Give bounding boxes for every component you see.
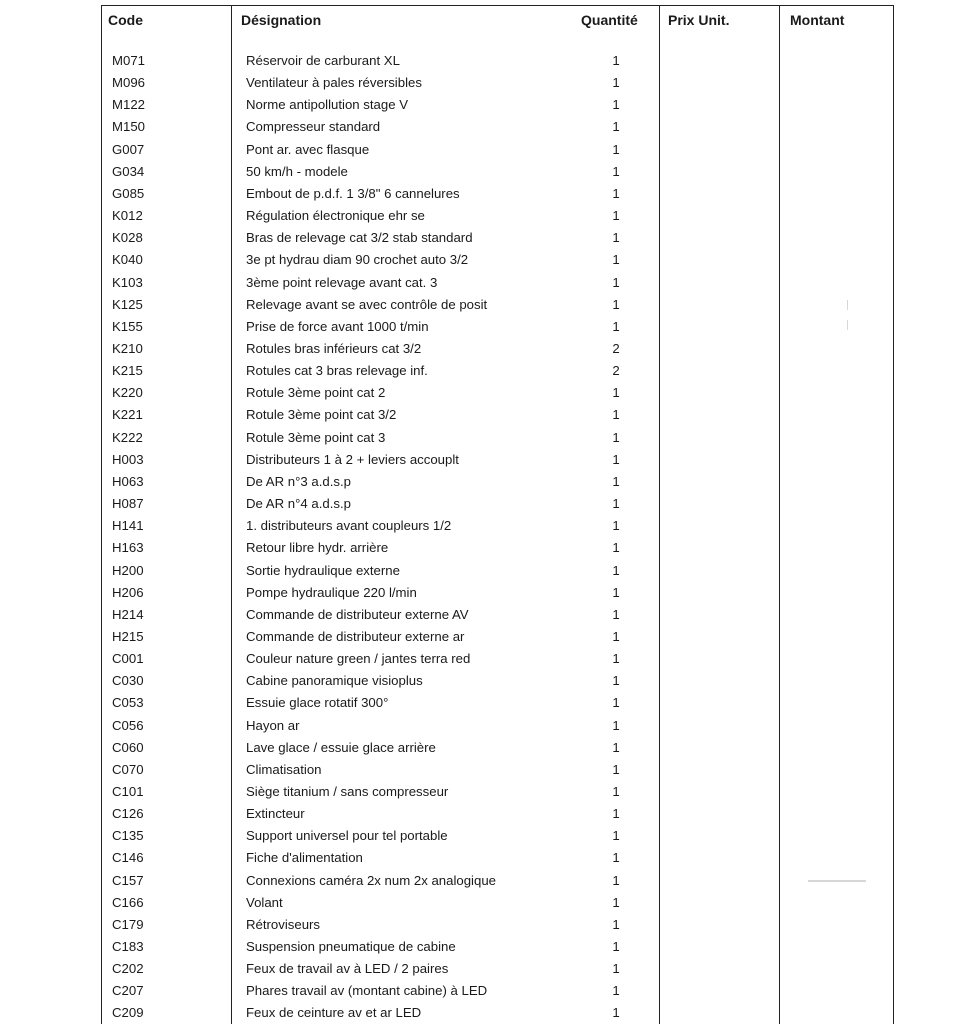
- row-quantite: 1: [612, 584, 620, 600]
- row-code: K220: [112, 385, 143, 401]
- row-designation: Extincteur: [246, 806, 305, 822]
- row-code: H063: [112, 473, 144, 489]
- row-designation: Cabine panoramique visioplus: [246, 673, 423, 689]
- table-row: [0, 518, 955, 540]
- table-row: [0, 806, 955, 828]
- row-quantite: 1: [612, 429, 620, 445]
- row-code: M150: [112, 119, 145, 135]
- table-row: [0, 828, 955, 850]
- row-designation: Rotule 3ème point cat 2: [246, 385, 386, 401]
- row-code: C056: [112, 717, 144, 733]
- row-code: G085: [112, 185, 145, 201]
- table-row: [0, 208, 955, 230]
- row-designation: Climatisation: [246, 761, 322, 777]
- table-row: [0, 252, 955, 274]
- table-row: [0, 784, 955, 806]
- row-quantite: 1: [612, 296, 620, 312]
- row-code: K125: [112, 296, 143, 312]
- table-row: [0, 142, 955, 164]
- row-quantite: 1: [612, 961, 620, 977]
- row-designation: Régulation électronique ehr se: [246, 208, 425, 223]
- row-designation: Phares travail av (montant cabine) à LED: [246, 983, 488, 999]
- row-quantite: 1: [612, 783, 620, 799]
- row-quantite: 1: [612, 673, 620, 689]
- row-quantite: 1: [612, 119, 620, 135]
- row-designation: Embout de p.d.f. 1 3/8" 6 cannelures: [246, 185, 460, 201]
- row-quantite: 1: [612, 916, 620, 932]
- table-row: [0, 430, 955, 452]
- row-quantite: 1: [612, 1005, 620, 1021]
- row-code: G007: [112, 141, 145, 157]
- row-code: H087: [112, 496, 144, 511]
- table-row: [0, 563, 955, 585]
- row-quantite: 1: [612, 274, 620, 290]
- row-designation: Distributeurs 1 à 2 + leviers accouplt: [246, 451, 459, 467]
- row-code: C053: [112, 695, 144, 711]
- row-code: C135: [112, 828, 144, 844]
- header-code: Code: [108, 12, 143, 28]
- row-designation: Commande de distributeur externe AV: [246, 606, 469, 622]
- table-row: [0, 407, 955, 429]
- row-designation: Bras de relevage cat 3/2 stab standard: [246, 230, 473, 246]
- table-row: [0, 607, 955, 629]
- table-row: [0, 939, 955, 961]
- row-designation: Essuie glace rotatif 300°: [246, 695, 389, 711]
- row-code: K028: [112, 230, 143, 246]
- row-designation: Retour libre hydr. arrière: [246, 540, 389, 556]
- row-designation: 3ème point relevage avant cat. 3: [246, 274, 438, 290]
- row-code: C166: [112, 894, 144, 910]
- table-row: [0, 97, 955, 119]
- row-designation: Support universel pour tel portable: [246, 828, 448, 844]
- row-quantite: 2: [612, 340, 620, 356]
- row-code: H141: [112, 518, 144, 534]
- table-row: [0, 363, 955, 385]
- table-row: [0, 119, 955, 141]
- row-designation: Norme antipollution stage V: [246, 97, 409, 113]
- row-quantite: 1: [612, 473, 620, 489]
- row-code: C001: [112, 651, 144, 666]
- table-row: [0, 673, 955, 695]
- row-quantite: 1: [612, 318, 620, 334]
- table-row: [0, 629, 955, 651]
- row-quantite: 1: [612, 806, 620, 822]
- scan-mark: [808, 880, 866, 882]
- table-row: [0, 297, 955, 319]
- row-quantite: 1: [612, 540, 620, 556]
- table-row: [0, 75, 955, 97]
- row-designation: Feux de travail av à LED / 2 paires: [246, 961, 449, 977]
- row-designation: Commande de distributeur externe ar: [246, 628, 465, 644]
- row-designation: 50 km/h - modele: [246, 163, 348, 179]
- row-designation: Couleur nature green / jantes terra red: [246, 651, 471, 666]
- row-designation: De AR n°4 a.d.s.p: [246, 496, 351, 511]
- row-quantite: 1: [612, 651, 620, 666]
- row-designation: Feux de ceinture av et ar LED: [246, 1005, 422, 1021]
- row-designation: Pont ar. avec flasque: [246, 141, 370, 157]
- row-code: K221: [112, 407, 143, 423]
- row-code: K012: [112, 208, 143, 223]
- row-designation: Volant: [246, 894, 283, 910]
- row-designation: Connexions caméra 2x num 2x analogique: [246, 872, 496, 888]
- table-row: [0, 164, 955, 186]
- row-designation: Compresseur standard: [246, 119, 381, 135]
- table-row: [0, 983, 955, 1005]
- table-row: [0, 452, 955, 474]
- header-designation: Désignation: [241, 12, 322, 28]
- row-code: C207: [112, 983, 144, 999]
- row-quantite: 1: [612, 872, 620, 888]
- table-row: [0, 850, 955, 872]
- row-code: M122: [112, 97, 145, 113]
- row-designation: De AR n°3 a.d.s.p: [246, 473, 351, 489]
- table-row: [0, 873, 955, 895]
- row-quantite: 1: [612, 97, 620, 113]
- row-quantite: 1: [612, 628, 620, 644]
- row-quantite: 1: [612, 606, 620, 622]
- row-code: M071: [112, 53, 145, 68]
- row-designation: Rotule 3ème point cat 3: [246, 429, 386, 445]
- header-quantite: Quantité: [581, 12, 638, 28]
- row-quantite: 1: [612, 407, 620, 423]
- row-code: K040: [112, 252, 143, 268]
- row-code: C179: [112, 916, 144, 932]
- row-designation: Rotules bras inférieurs cat 3/2: [246, 340, 422, 356]
- table-row: [0, 385, 955, 407]
- row-quantite: 1: [612, 562, 620, 578]
- row-quantite: 1: [612, 451, 620, 467]
- row-code: C070: [112, 761, 144, 777]
- table-row: [0, 275, 955, 297]
- table-row: [0, 651, 955, 673]
- row-code: C146: [112, 850, 144, 866]
- row-designation: Suspension pneumatique de cabine: [246, 939, 456, 954]
- row-code: H003: [112, 451, 144, 467]
- row-quantite: 1: [612, 75, 620, 91]
- row-designation: Siège titanium / sans compresseur: [246, 783, 449, 799]
- row-code: C202: [112, 961, 144, 977]
- row-quantite: 1: [612, 518, 620, 534]
- row-code: G034: [112, 163, 145, 179]
- table-row: [0, 585, 955, 607]
- table-row: [0, 762, 955, 784]
- row-quantite: 1: [612, 230, 620, 246]
- row-code: C030: [112, 673, 144, 689]
- row-code: K222: [112, 429, 143, 445]
- row-code: K210: [112, 340, 143, 356]
- row-code: K215: [112, 363, 143, 379]
- table-row: [0, 319, 955, 341]
- row-quantite: 1: [612, 828, 620, 844]
- table-row: [0, 230, 955, 252]
- scan-mark: [847, 300, 848, 310]
- row-quantite: 1: [612, 761, 620, 777]
- table-row: [0, 961, 955, 983]
- table-top-border: [101, 5, 894, 6]
- row-code: C209: [112, 1005, 144, 1021]
- row-code: C157: [112, 872, 144, 888]
- row-designation: Rotule 3ème point cat 3/2: [246, 407, 397, 423]
- row-code: C183: [112, 939, 144, 954]
- row-code: H200: [112, 562, 144, 578]
- table-row: [0, 740, 955, 762]
- table-row: [0, 718, 955, 740]
- row-designation: Sortie hydraulique externe: [246, 562, 400, 578]
- row-designation: 3e pt hydrau diam 90 crochet auto 3/2: [246, 252, 469, 268]
- row-quantite: 1: [612, 894, 620, 910]
- row-designation: Hayon ar: [246, 717, 300, 733]
- row-code: C060: [112, 739, 144, 755]
- row-quantite: 1: [612, 141, 620, 157]
- row-designation: Pompe hydraulique 220 l/min: [246, 584, 417, 600]
- row-designation: Rétroviseurs: [246, 916, 321, 932]
- row-designation: Réservoir de carburant XL: [246, 53, 400, 68]
- row-code: H163: [112, 540, 144, 556]
- row-code: K155: [112, 318, 143, 334]
- row-designation: 1. distributeurs avant coupleurs 1/2: [246, 518, 452, 534]
- scan-mark: [847, 320, 848, 330]
- header-prix-unit: Prix Unit.: [668, 12, 730, 28]
- row-quantite: 1: [612, 739, 620, 755]
- table-row: [0, 695, 955, 717]
- row-code: C101: [112, 783, 144, 799]
- row-code: H215: [112, 628, 144, 644]
- row-code: M096: [112, 75, 145, 91]
- row-designation: Lave glace / essuie glace arrière: [246, 739, 436, 755]
- row-designation: Rotules cat 3 bras relevage inf.: [246, 363, 428, 379]
- table-row: [0, 474, 955, 496]
- row-quantite: 1: [612, 385, 620, 401]
- table-row: [0, 917, 955, 939]
- row-quantite: 1: [612, 717, 620, 733]
- row-designation: Relevage avant se avec contrôle de posit: [246, 296, 488, 312]
- row-quantite: 1: [612, 850, 620, 866]
- row-designation: Fiche d'alimentation: [246, 850, 363, 866]
- table-row: [0, 186, 955, 208]
- row-quantite: 1: [612, 939, 620, 954]
- row-code: H206: [112, 584, 144, 600]
- row-quantite: 1: [612, 208, 620, 223]
- row-designation: Ventilateur à pales réversibles: [246, 75, 422, 91]
- row-code: C126: [112, 806, 144, 822]
- row-quantite: 1: [612, 163, 620, 179]
- row-code: K103: [112, 274, 143, 290]
- row-quantite: 1: [612, 53, 620, 68]
- table-row: [0, 540, 955, 562]
- table-row: [0, 341, 955, 363]
- row-quantite: 1: [612, 252, 620, 268]
- row-designation: Prise de force avant 1000 t/min: [246, 318, 429, 334]
- row-quantite: 2: [612, 363, 620, 379]
- table-row: [0, 53, 955, 75]
- header-montant: Montant: [790, 12, 845, 28]
- row-quantite: 1: [612, 185, 620, 201]
- row-quantite: 1: [612, 496, 620, 511]
- row-code: H214: [112, 606, 144, 622]
- table-row: [0, 496, 955, 518]
- table-row: [0, 895, 955, 917]
- row-quantite: 1: [612, 983, 620, 999]
- row-quantite: 1: [612, 695, 620, 711]
